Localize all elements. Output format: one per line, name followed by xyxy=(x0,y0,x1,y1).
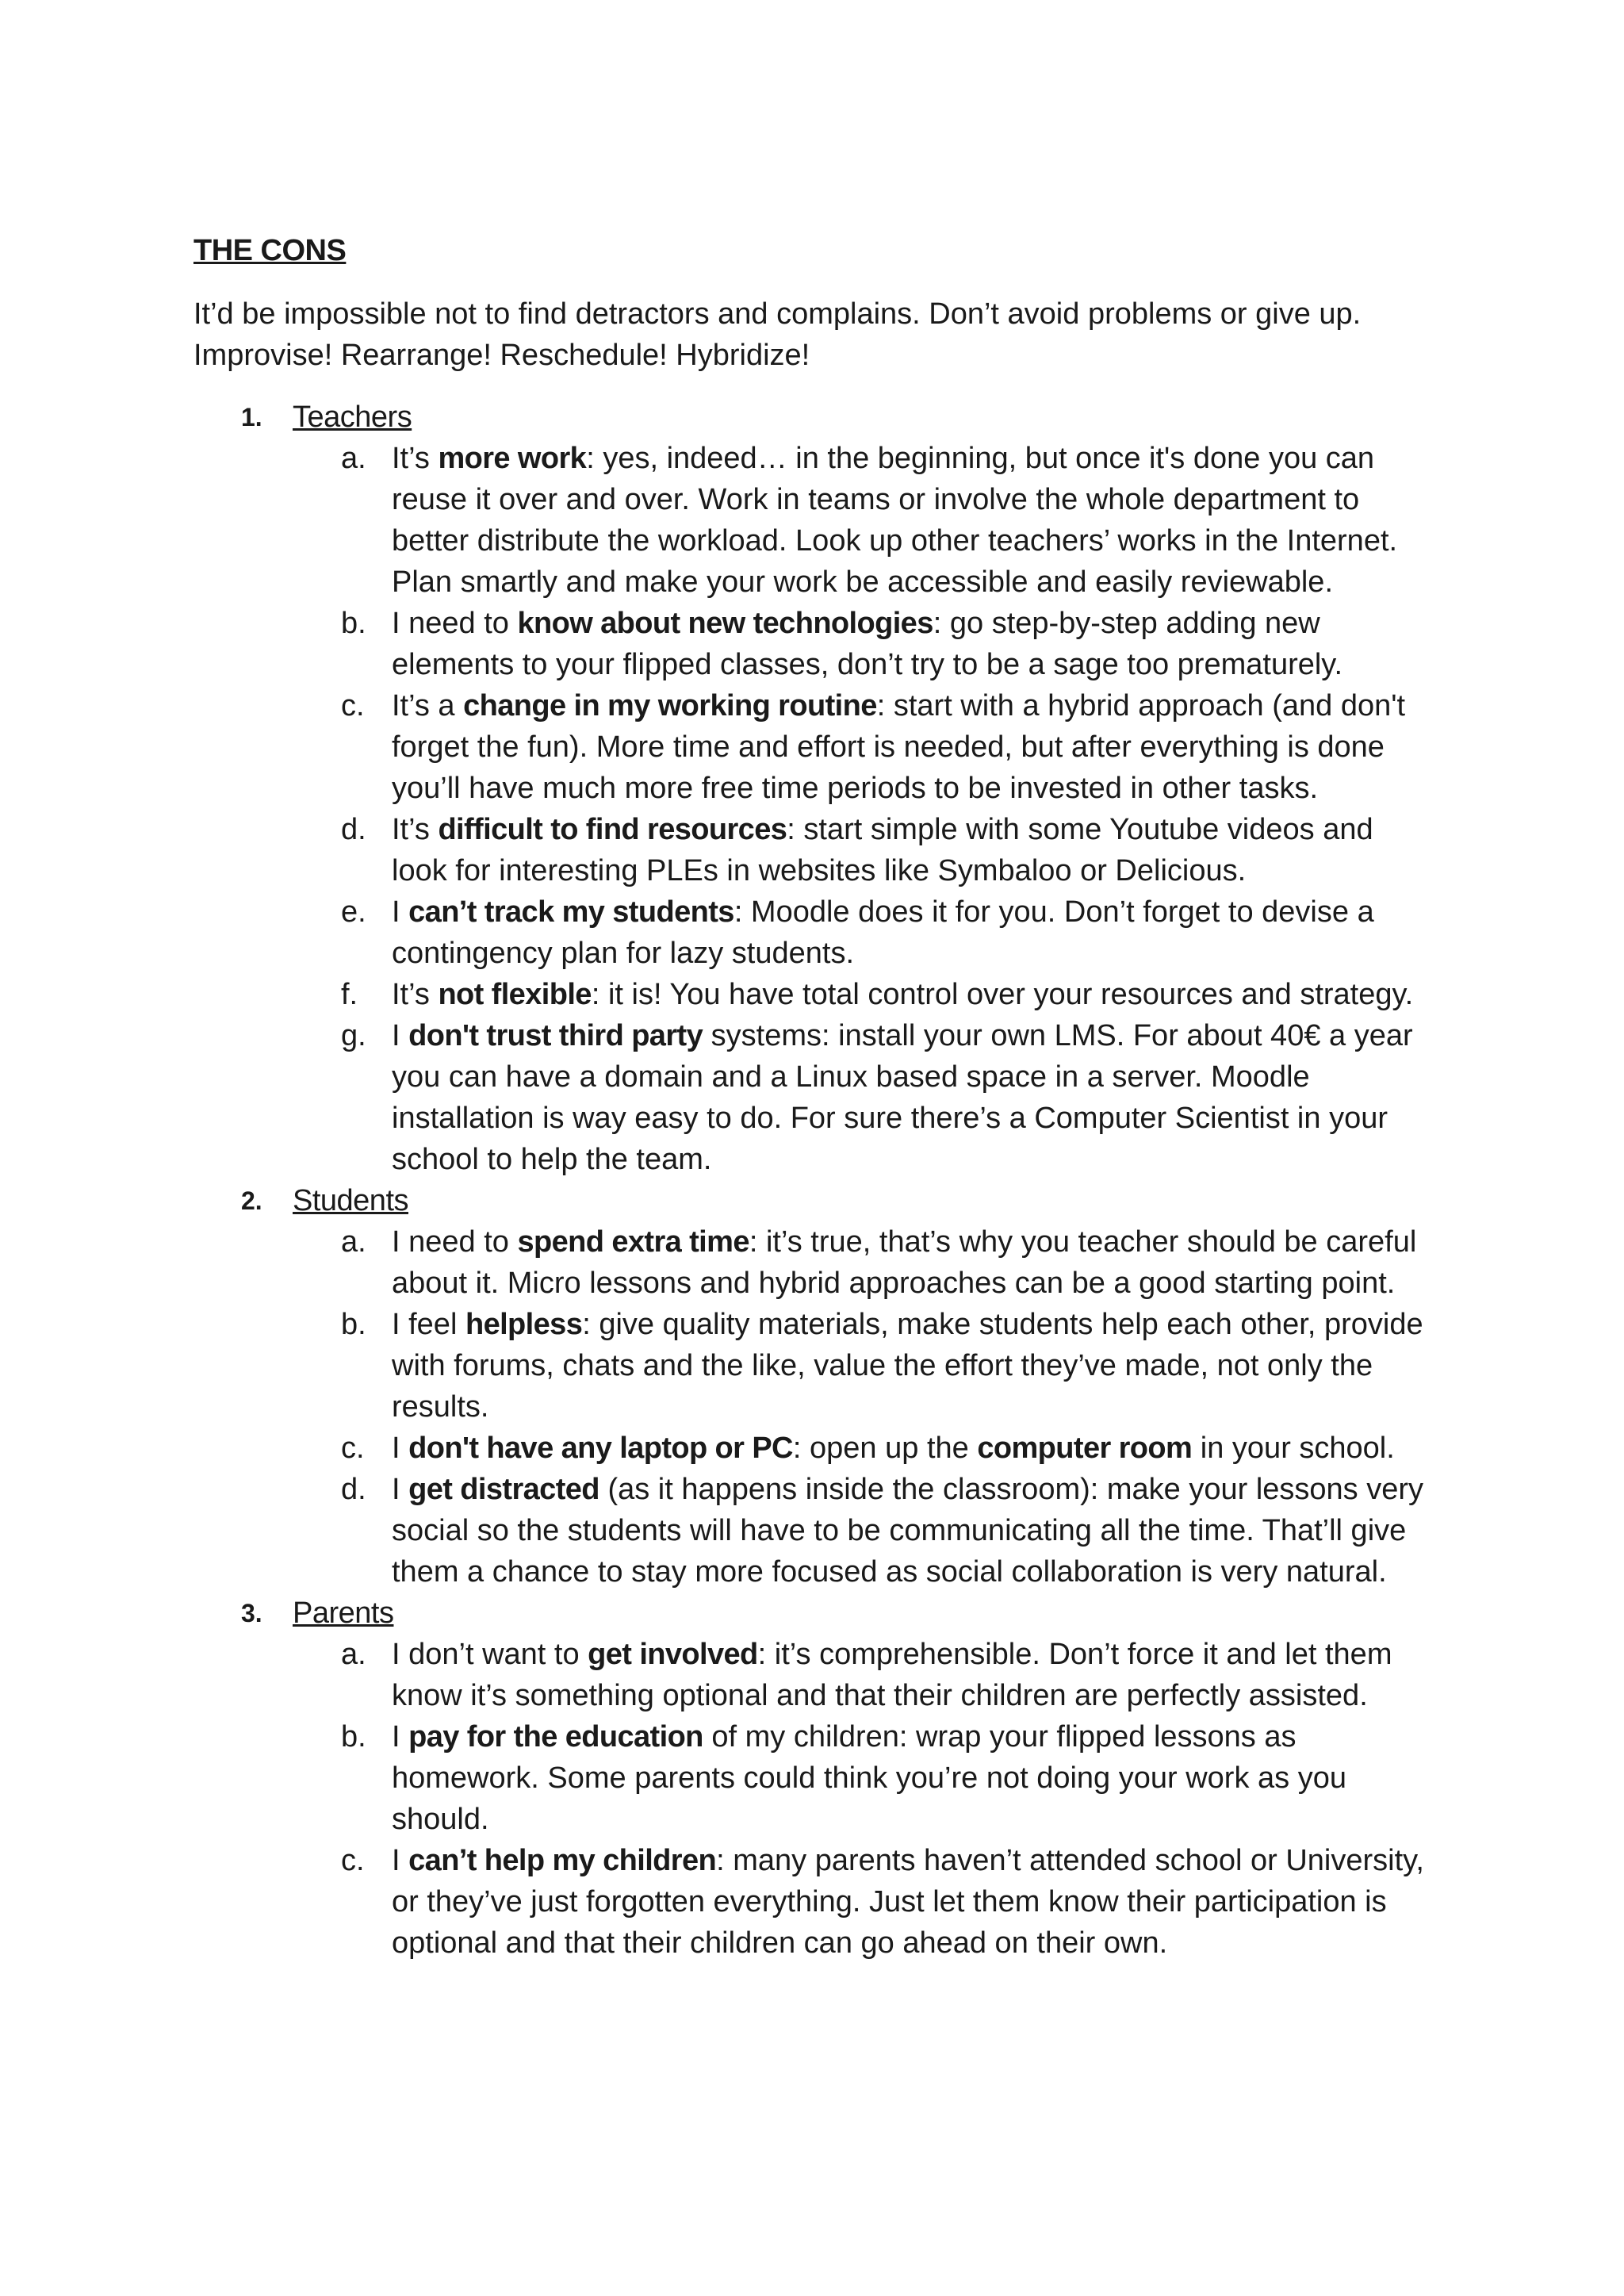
section-number: 3. xyxy=(241,1599,262,1627)
item-text: : yes, indeed… in the beginning, but once it's done you can reuse it over and over. Work in teams or involve the whole department to better distribute the workload. Look up other teachers’ works in the Internet. Plan smartly and make your work be accessible and easily reviewable. xyxy=(392,442,1398,599)
item-text: I need to xyxy=(392,607,518,640)
item-text: of my children: wrap your flipped lessons as homework. Some parents could think you’re not doing your work as you should. xyxy=(392,1720,1346,1836)
section-items xyxy=(193,438,1431,1180)
item-letter: c. xyxy=(341,1432,365,1465)
item-text: It’s xyxy=(392,442,439,475)
list-item xyxy=(193,974,1431,1015)
item-keyword: know about new technologies xyxy=(517,607,933,640)
item-text: : give quality materials, make students help each other, provide with forums, chats and the like, value the effort they’ve made, not only the results. xyxy=(392,1308,1423,1424)
item-letter: f. xyxy=(341,978,358,1011)
item-text: I don’t want to xyxy=(392,1638,588,1671)
list-item xyxy=(193,809,1431,891)
section-label: Students xyxy=(293,1184,408,1217)
item-letter: d. xyxy=(341,813,366,846)
item-text: : it’s comprehensible. Don’t force it and let them know it’s something optional and that their children are perfectly assisted. xyxy=(392,1638,1392,1712)
intro-paragraph: It’d be impossible not to find detractors and complains. Don’t avoid problems or give up. Improvise! Rearrange! Reschedule! Hybridize! xyxy=(193,297,1362,372)
item-text: I xyxy=(392,1432,409,1465)
item-letter: a. xyxy=(341,1638,366,1671)
item-letter: g. xyxy=(341,1019,366,1052)
item-text: It’s xyxy=(392,978,439,1011)
section-label: Parents xyxy=(293,1596,394,1630)
section-heading xyxy=(193,1593,1431,1634)
list-item xyxy=(193,603,1431,685)
item-text: I xyxy=(392,1019,409,1052)
item-text: I need to xyxy=(392,1225,518,1259)
item-letter: d. xyxy=(341,1473,366,1506)
document-page xyxy=(193,230,1431,1964)
list-item xyxy=(193,438,1431,603)
item-letter: a. xyxy=(341,442,366,475)
item-text: : go step-by-step adding new elements to your flipped classes, don’t try to be a sage too prematurely. xyxy=(392,607,1343,681)
list-item xyxy=(193,685,1431,809)
item-keyword: can’t track my students xyxy=(408,895,734,929)
item-keyword: pay for the education xyxy=(408,1720,703,1754)
section-items xyxy=(193,1634,1431,1964)
item-text: I xyxy=(392,1720,409,1754)
section-items xyxy=(193,1221,1431,1593)
item-text: : it is! You have total control over your resources and strategy. xyxy=(591,978,1414,1011)
section-heading xyxy=(193,1180,1431,1221)
item-text: in your school. xyxy=(1192,1432,1395,1465)
section-students xyxy=(193,1180,1431,1593)
item-text: I xyxy=(392,1473,409,1506)
item-keyword: more work xyxy=(438,442,587,475)
item-letter: c. xyxy=(341,1844,365,1877)
item-letter: c. xyxy=(341,689,365,723)
list-item xyxy=(193,1716,1431,1840)
item-letter: b. xyxy=(341,1308,366,1341)
item-text: : open up the xyxy=(792,1432,978,1465)
section-teachers xyxy=(193,397,1431,1180)
item-text: : many parents haven’t attended school or University, or they’ve just forgotten everything. Just let them know their participation is optional and that their children can go ahead on their own. xyxy=(392,1844,1424,1960)
item-text: It’s xyxy=(392,813,439,846)
section-parents xyxy=(193,1593,1431,1964)
section-heading xyxy=(193,397,1431,438)
list-item xyxy=(193,1428,1431,1469)
item-keyword: computer room xyxy=(977,1432,1193,1465)
section-number: 2. xyxy=(241,1186,262,1215)
item-text: : Moodle does it for you. Don’t forget to devise a contingency plan for lazy students. xyxy=(392,895,1374,970)
list-item xyxy=(193,1015,1431,1180)
item-keyword: can’t help my children xyxy=(408,1844,717,1877)
list-item xyxy=(193,1304,1431,1428)
item-keyword: spend extra time xyxy=(517,1225,749,1259)
item-keyword: get distracted xyxy=(408,1473,599,1506)
item-keyword: difficult to find resources xyxy=(438,813,787,846)
item-letter: b. xyxy=(341,1720,366,1754)
item-text: systems: install your own LMS. For about 40€ a year you can have a domain and a Linux based space in a server. Moodle installation is way easy to do. For sure there’s a Computer Scientist in your school to help the team. xyxy=(392,1019,1413,1176)
item-letter: e. xyxy=(341,895,366,929)
list-item xyxy=(193,1840,1431,1964)
list-item xyxy=(193,1221,1431,1304)
document-title: THE CONS xyxy=(193,234,347,267)
list-item xyxy=(193,1469,1431,1593)
section-number: 1. xyxy=(241,403,262,431)
item-text: I xyxy=(392,1844,409,1877)
item-text: : start simple with some Youtube videos and look for interesting PLEs in websites like Symbaloo or Delicious. xyxy=(392,813,1373,887)
item-text: It’s a xyxy=(392,689,464,723)
list-item xyxy=(193,1634,1431,1716)
item-keyword: not flexible xyxy=(438,978,592,1011)
item-keyword: change in my working routine xyxy=(463,689,877,723)
item-keyword: don't trust third party xyxy=(408,1019,703,1052)
item-text: I feel xyxy=(392,1308,465,1341)
item-keyword: don't have any laptop or PC xyxy=(408,1432,793,1465)
item-keyword: helpless xyxy=(465,1308,583,1341)
item-keyword: get involved xyxy=(588,1638,758,1671)
item-text: I xyxy=(392,895,409,929)
sections-list xyxy=(193,397,1431,1964)
section-label: Teachers xyxy=(293,401,412,434)
item-text: : it’s true, that’s why you teacher should be careful about it. Micro lessons and hybrid approaches can be a good starting point. xyxy=(392,1225,1417,1300)
item-letter: a. xyxy=(341,1225,366,1259)
item-letter: b. xyxy=(341,607,366,640)
list-item xyxy=(193,891,1431,974)
item-text: (as it happens inside the classroom): make your lessons very social so the students will have to be communicating all the time. That’ll give them a chance to stay more focused as social collaboration is very natural. xyxy=(392,1473,1424,1589)
item-text: : start with a hybrid approach (and don't forget the fun). More time and effort is needed, but after everything is done you’ll have much more free time periods to be invested in other tasks. xyxy=(392,689,1406,805)
